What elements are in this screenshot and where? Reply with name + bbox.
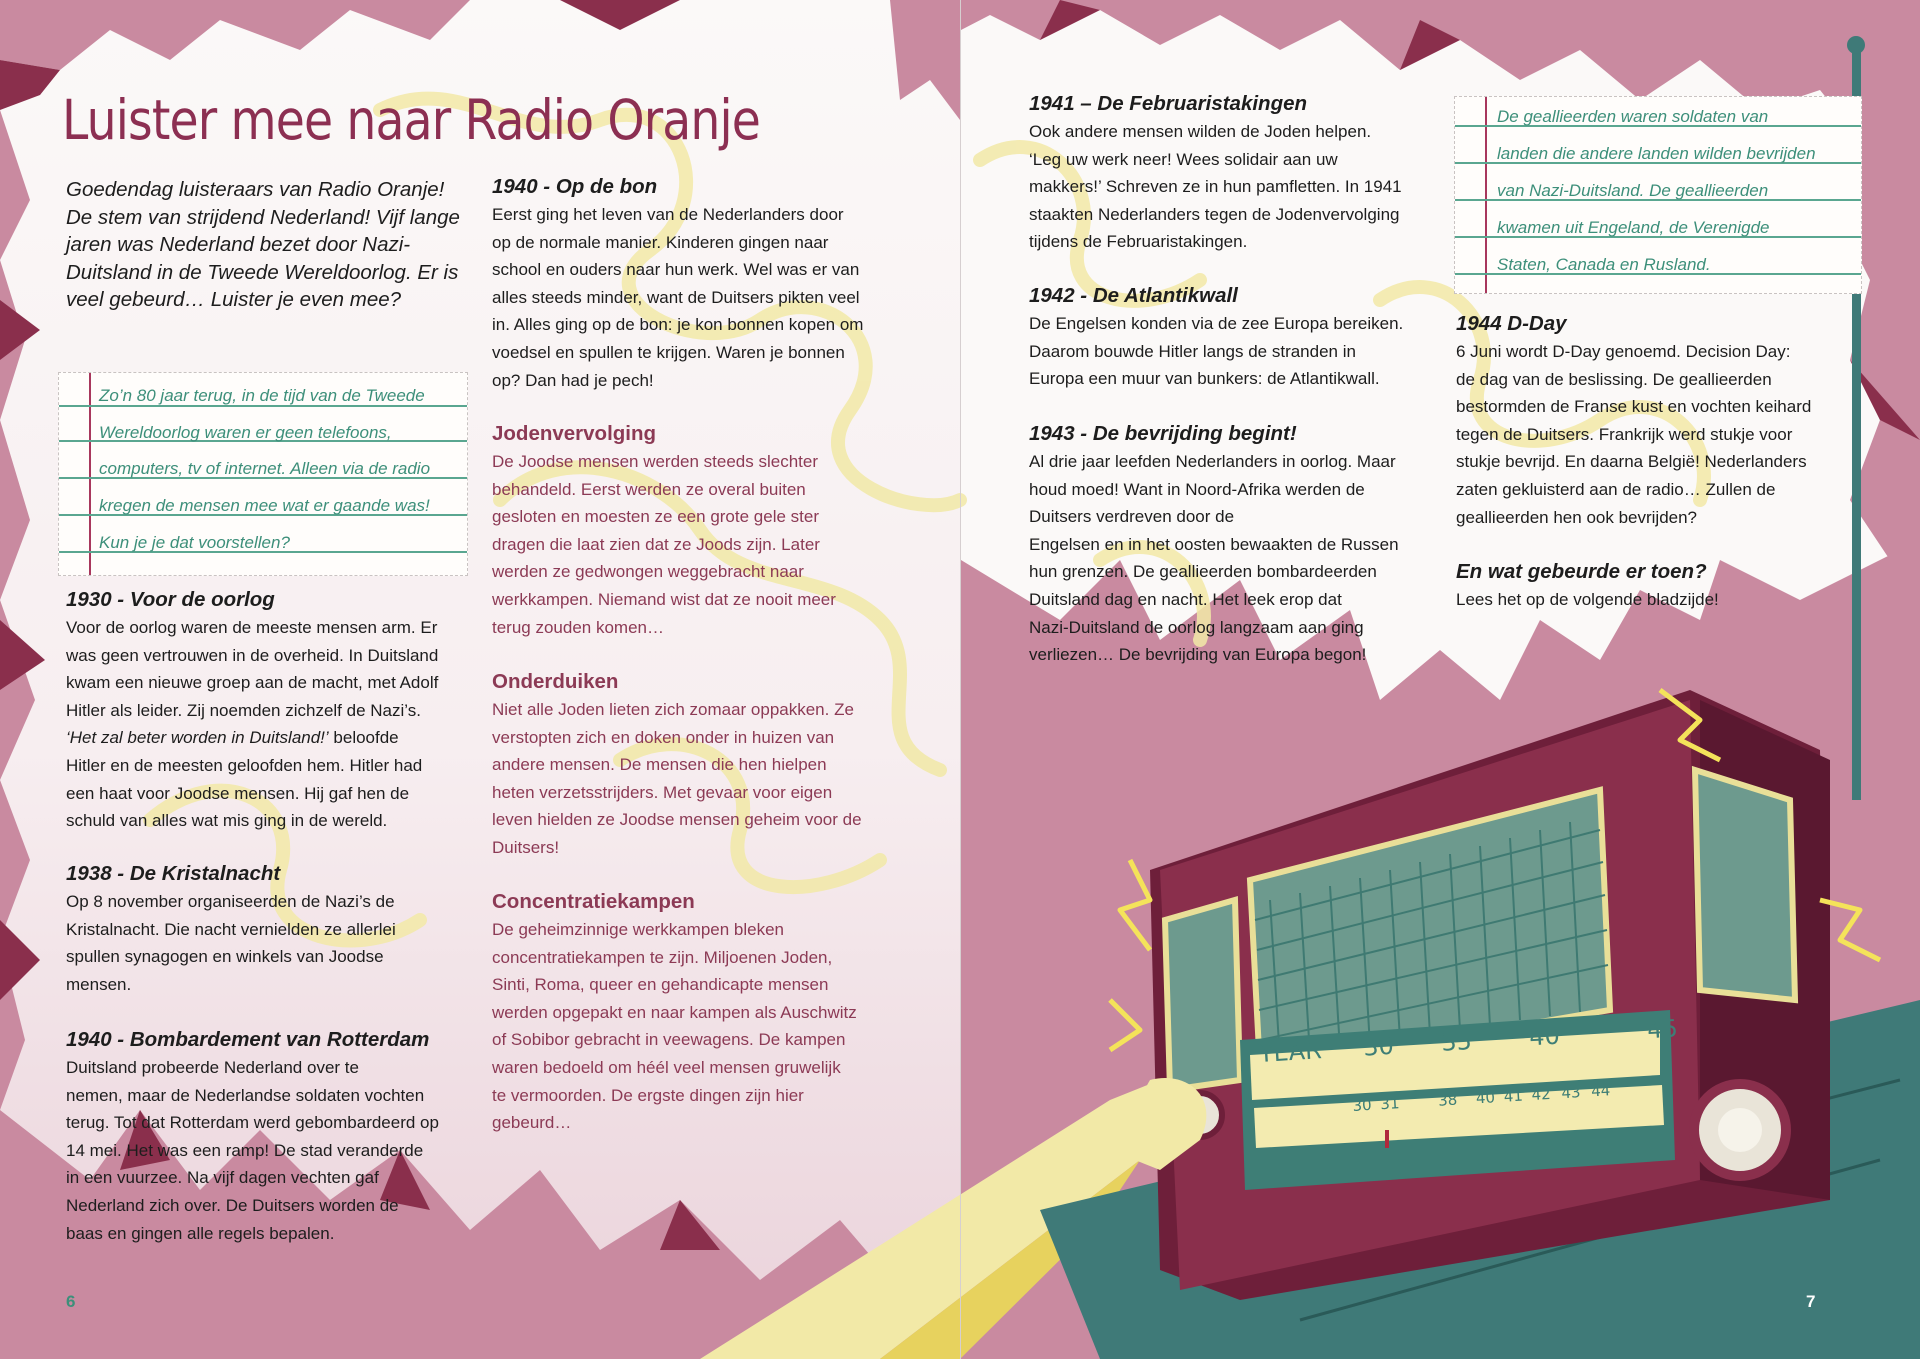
dial-number: 30 [1352,1095,1373,1115]
section-1930 [66,588,486,835]
dial-number: 38 [1437,1090,1458,1110]
page-gutter [960,0,961,1359]
text-line: Nazi-Duitsland de oorlog langzaam aan ging [1029,617,1364,637]
note-line: Kun je je dat voorstellen? [99,533,290,552]
text-line: school en ouders naar hun werk. Wel was er van [492,260,860,280]
text-line: De geheimzinnige werkkampen bleken [492,920,784,939]
note-line: van Nazi-Duitsland. De geallieerden [1497,181,1769,200]
section-jodenvervolging [492,422,932,641]
text-line: waren bedoeld om héél veel mensen gruwelijk [492,1057,841,1077]
text-line: voedsel en spullen te krijgen. Waren je bonnen [492,342,845,362]
text-line: Eerst ging het leven van de Nederlanders door [492,205,844,224]
text-line: kwam een nieuwe groep aan de macht, met Adolf [66,673,439,693]
text-line: Duitsland dag en nacht. Het leek erop dat [1029,589,1342,609]
text-line: Kristalnacht. Die nacht vernielden ze allerlei [66,919,396,939]
section-title: Jodenvervolging [492,422,657,445]
note-line: Wereldoorlog waren er geen telefoons, [99,423,392,442]
note-line: computers, tv of internet. Alleen via de radio [99,459,431,478]
text-line: heten verzetsstrijders. Met gevaar voor eigen [492,782,833,802]
text-line: verliezen… De bevrijding van Europa begon! [1029,645,1367,665]
text-line: ‘Leg uw werk neer! Wees solidair aan uw [1029,149,1338,169]
section-wat-gebeurde [1456,560,1876,614]
text-line: schuld van alles wat mis ging in de wereld. [66,811,388,831]
text-line: Al drie jaar leefden Nederlanders in oorlog. Maar [1029,452,1396,471]
dial-number: 43 [1560,1083,1582,1103]
section-onderduiken [492,670,932,862]
text-line: in. Alles ging op de bon: je kon bonnen kopen om [492,315,864,335]
text-line: De Joodse mensen werden steeds slechter [492,452,819,471]
text-line: spullen synagogen en winkels van Joodse [66,947,384,967]
section-concentratiekampen [492,890,932,1137]
text-line: te vermoorden. De ergste dingen zijn hier [492,1085,804,1105]
dial-year-label: YEAR [1258,1036,1323,1068]
text-line: Europa een muur van bunkers: de Atlantikwall. [1029,369,1380,389]
page-title: Luister mee naar Radio Oranje [62,88,761,152]
section-title: En wat gebeurde er toen? [1456,560,1707,583]
text-line: Ook andere mensen wilden de Joden helpen. [1029,122,1372,141]
note-line: landen die andere landen wilden bevrijden [1497,144,1816,163]
text-line: 14 mei. Het was een ramp! De stad veranderde [66,1140,424,1160]
text-line: terug. Tot dat Rotterdam werd gebombardeerd op [66,1113,439,1133]
text-line: tegen de Duitsers. Frankrijk werd stukje voor [1456,424,1793,444]
dial-number: 30 [1362,1031,1395,1062]
section-1938 [66,862,486,998]
text-line: was geen vertrouwen in de overheid. In Duitsland [66,645,439,665]
page-number-left: 6 [66,1292,76,1311]
text-line: de dag van de beslissing. De geallieerden [1456,369,1772,389]
text-line: verstopten zich en doken onder in huizen van [492,727,835,747]
section-title: Concentratiekampen [492,890,695,913]
dial-number: 40 [1475,1088,1496,1108]
section-title: 1944 D-Day [1456,312,1567,335]
section-title: 1940 - Bombardement van Rotterdam [66,1028,430,1051]
text-line: alles steeds minder, want de Duitsers pikten veel [492,287,860,307]
text-line: of Sobibor gebracht in veewagens. De kampen [492,1030,846,1050]
note-line: kwamen uit Engeland, de Verenigde [1497,218,1770,237]
section-1943 [1029,422,1449,669]
text-line: op de normale manier. Kinderen gingen naar [492,232,829,252]
text-line: makkers!’ Schreven ze in hun pamfletten. In 1941 [1029,177,1402,197]
text-line: geallieerden hen ook bevrijden? [1456,507,1698,527]
page-number-right: 7 [1806,1292,1816,1311]
section-title: Onderduiken [492,670,619,693]
section-1940-bon [492,175,932,394]
note-line: Zo’n 80 jaar terug, in de tijd van de Tweede [99,386,425,405]
section-1941 [1029,92,1449,256]
section-1942 [1029,284,1449,393]
text-line: leven hielden ze Joodse mensen geheim voor de [492,810,862,830]
note-line: De geallieerden waren soldaten van [1497,107,1769,126]
text-line: mensen. [66,974,132,994]
text-line: nemen, maar de Nederlandse soldaten vochten [66,1085,425,1105]
text-line: dragen die laat zien dat ze Joods zijn. Later [492,534,820,554]
note-line: Staten, Canada en Rusland. [1497,255,1711,274]
text-line: terug zouden komen… [492,617,664,637]
text-line: werden ze gedwongen weggebracht naar [492,562,804,582]
text-line: Nederland zich over. De Duitsers worden de [66,1195,399,1215]
dial-number: 41 [1503,1086,1524,1106]
text-line: tijdens de Februaristakingen. [1029,232,1248,252]
text-line: hun grenzen. De geallieerden bombardeerden [1029,562,1377,582]
text-line: Daarom bouwde Hitler langs de stranden in [1029,341,1356,361]
text-line: bestormden de Franse kust en vochten keihard [1456,397,1812,417]
notebook-note-right [1454,96,1862,294]
text-line: in een vuurzee. Na vijf dagen vechten gaf [66,1168,379,1188]
text-line: Duitsers verdreven door de [1029,507,1235,527]
section-1940-rotterdam [66,1028,486,1247]
text-line: werden opgepakt en naar kampen als Auschwitz [492,1002,857,1022]
text-line: Duitsland probeerde Nederland over te [66,1058,359,1077]
section-1944 [1456,312,1876,531]
text-line: op? Dan had je pech! [492,370,654,390]
text-line: Engelsen en in het oosten bewaakten de Russen [1029,534,1399,554]
text-line: werkkampen. Niemand wist dat ze nooit meer [492,589,836,609]
text-line: behandeld. Eerst werden ze overal buiten [492,479,806,499]
notebook-note-left [58,372,468,576]
text-line: Op 8 november organiseerden de Nazi’s de [66,892,395,911]
text-line: Lees het op de volgende bladzijde! [1456,590,1719,609]
text-line: zaten gekluisterd aan de radio… Zullen de [1456,479,1776,499]
text-line: staakten Nederlanders tegen de Jodenvervolging [1029,204,1400,224]
text-line: gesloten en moesten ze een grote gele ster [492,507,819,527]
dial-number: 42 [1531,1084,1552,1105]
text-line: Niet alle Joden lieten zich zomaar oppakken. Ze [492,700,854,719]
text-line: 6 Juni wordt D-Day genoemd. Decision Day: [1456,342,1791,361]
text-line: gebeurd… [492,1113,572,1133]
dial-number: 40 [1528,1021,1561,1052]
text-line: De Engelsen konden via de zee Europa bereiken. [1029,314,1404,333]
text-line: Sinti, Roma, queer en gehandicapte mensen [492,975,829,995]
dial-number: 35 [1440,1026,1473,1057]
text-line: stukje bevrijd. En daarna België! Nederlanders [1456,452,1807,472]
text-line: andere mensen. De mensen die hen hielpen [492,755,827,775]
dial-number: 31 [1379,1094,1400,1114]
text-line: Duitsers! [492,837,560,857]
quote-text: ‘Het zal beter worden in Duitsland!’ [66,728,329,748]
text-line: concentratiekampen te zijn. Miljoenen Joden, [492,947,833,967]
section-title: 1942 - De Atlantikwall [1029,284,1238,307]
text-line: Hitler als leider. Zij noemden zichzelf de Nazi’s. [66,700,421,720]
text-line: baas en gingen alle regels bepalen. [66,1223,335,1243]
section-title: 1938 - De Kristalnacht [66,862,281,885]
section-title: 1943 - De bevrijding begint! [1029,422,1297,445]
section-title: 1940 - Op de bon [492,175,658,198]
text-line: Hitler en de meesten geloofden hem. Hitler had [66,755,423,775]
dial-number: 44 [1590,1081,1611,1101]
text-line: Voor de oorlog waren de meeste mensen arm. Er [66,618,438,637]
text-line: houd moed! Want in Noord-Afrika werden de [1029,479,1365,499]
text-line: een haat voor Joodse mensen. Hij gaf hen de [66,783,410,803]
section-title: 1930 - Voor de oorlog [66,588,275,611]
text-line: beloofde [328,728,399,748]
section-title: 1941 – De Februaristakingen [1029,92,1308,115]
dial-number: 45 [1646,1014,1679,1045]
note-line: kregen de mensen mee wat er gaande was! [99,496,430,515]
intro-text: Goedendag luisteraars van Radio Oranje! De stem van strijdend Nederland! Vijf lange jaren was Nederland bezet door Nazi-Duitsland in de Tweede Wereldoorlog. Er is veel gebeurd… Luister je even mee? [66,178,460,311]
